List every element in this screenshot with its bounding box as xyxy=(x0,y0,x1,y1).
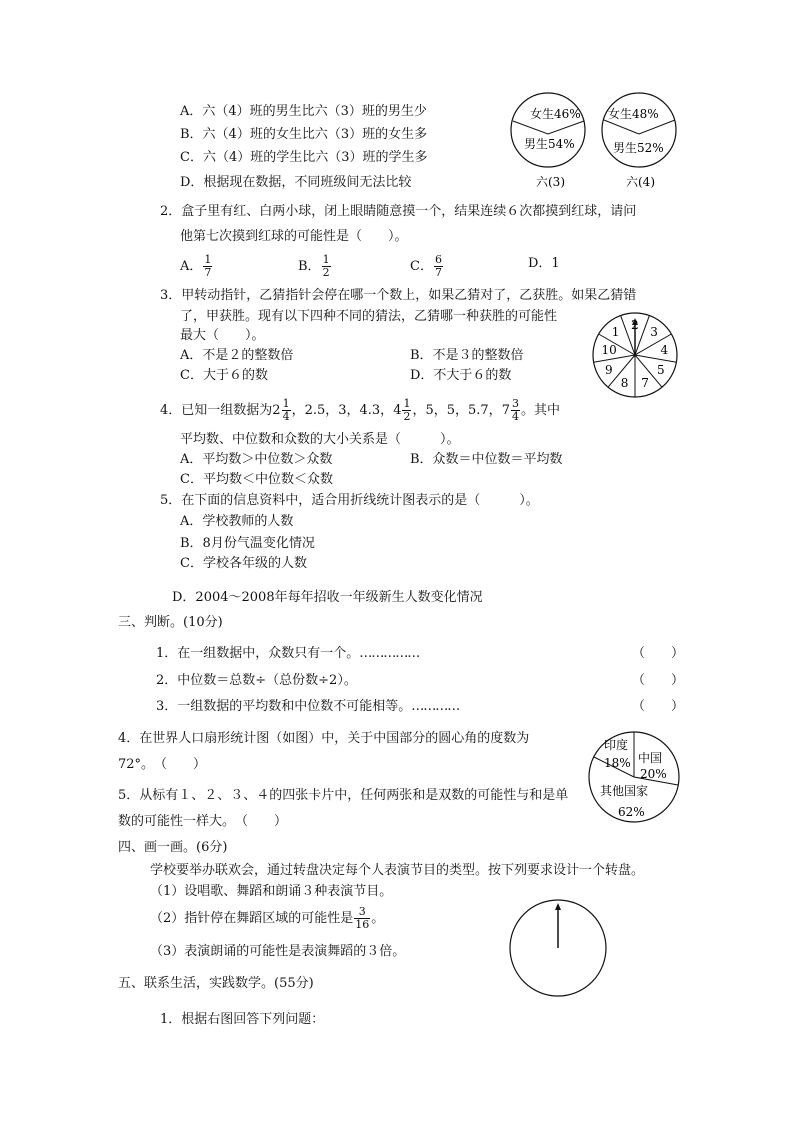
q5-option-b: B．8月份气温变化情况 xyxy=(180,536,315,551)
world-population-pie xyxy=(584,730,684,825)
spinner-number: 5 xyxy=(656,363,665,377)
pie-6-3-male: 男生54% xyxy=(524,137,575,151)
q3-option-a: A．不是２的整数倍 xyxy=(180,348,294,363)
q4-stem-line2: 平均数、中位数和众数的大小关系是（ ）。 xyxy=(180,432,460,447)
q4-option-a: A．平均数＞中位数＞众数 xyxy=(180,452,333,467)
spinner-number: 3 xyxy=(650,325,658,340)
q5-option-a: A．学校教师的人数 xyxy=(180,514,294,529)
pie-china-label: 中国 xyxy=(638,751,663,765)
pie-china-pct: 20% xyxy=(640,767,667,781)
pie-class-6-3 xyxy=(511,93,585,189)
blank-spinner[interactable] xyxy=(508,897,608,999)
q5-option-c: C．学校各年级的人数 xyxy=(180,556,307,571)
spinner-number: 9 xyxy=(605,363,613,377)
q3-option-c: C．大于６的数 xyxy=(180,368,268,383)
section4-req3: （3）表演朗诵的可能性是表演舞蹈的３倍。 xyxy=(150,944,406,959)
q4-option-b: B．众数＝中位数＝平均数 xyxy=(410,452,563,467)
section5-item1: 1．根据右图回答下列问题： xyxy=(160,1012,325,1027)
judge-item-5-line2: 数的可能性一样大。 （ ） xyxy=(118,814,288,829)
judge-item-5-line1: 5．从标有１、２、３、４的四张卡片中，任何两张和是双数的可能性与和是单 xyxy=(118,788,569,803)
q5-option-d: D．2004～2008年每年招收一年级新生人数变化情况 xyxy=(172,590,483,605)
section4-req2: （2）指针停在舞蹈区域的可能性是 $\frac{3}{16}$ 。 xyxy=(150,905,385,931)
q1-option-d: D．根据现在数据，不同班级间无法比较 xyxy=(180,175,412,190)
spinner-number: 1 xyxy=(611,325,620,340)
pie-6-4-label: 六(4) xyxy=(626,175,655,189)
judge-item-1: 1．在一组数据中，众数只有一个。…………… xyxy=(156,646,420,661)
pie-6-4-female: 女生48% xyxy=(608,107,659,121)
pie-india-pct: 18% xyxy=(604,756,631,770)
pie-6-3-label: 六(3) xyxy=(536,175,565,189)
spinner-sector-divider xyxy=(635,355,676,362)
q3-stem-line2: 了，甲获胜。现有以下四种不同的猜法，乙猜哪一种获胜的可能性 xyxy=(180,309,558,324)
q3-spinner xyxy=(590,310,680,400)
judge-item-2: 2．中位数＝总数÷（总份数÷2）。 xyxy=(156,673,357,688)
spinner-number: 4 xyxy=(660,342,669,357)
judge-item-4-line2: 72°。 （ ） xyxy=(118,757,207,772)
q5-stem: 5．在下面的信息资料中，适合用折线统计图表示的是（ ）。 xyxy=(160,493,539,508)
pie-class-6-4 xyxy=(602,93,676,189)
spinner-number: 8 xyxy=(620,376,629,391)
q2-option-d: D．1 xyxy=(528,256,560,271)
pie-other-label: 其他国家 xyxy=(600,784,649,798)
section5-title: 五、联系生活，实践数学。(55分) xyxy=(118,976,314,991)
q2-option-b: B． $\frac{1}{2}$ xyxy=(298,253,330,279)
q2-option-c: C． $\frac{6}{7}$ xyxy=(410,253,442,279)
q1-class-pies xyxy=(510,90,690,195)
judge-item-3-paren: （ ） xyxy=(632,699,685,714)
section4-title: 四、画一画。(6分) xyxy=(118,840,228,855)
judge-item-2-paren: （ ） xyxy=(632,673,685,688)
q3-stem-line1: 3．甲转动指针，乙猜指针会停在哪一个数上，如果乙猜对了，乙获胜。如果乙猜错 xyxy=(160,288,637,303)
q2-stem-line1: 2．盒子里有红、白两小球，闭上眼睛随意摸一个，结果连续６次都摸到红球，请问 xyxy=(160,204,637,219)
judge-item-4-line1: 4．在世界人口扇形统计图（如图）中，关于中国部分的圆心角的度数为 xyxy=(118,731,530,746)
judge-item-1-paren: （ ） xyxy=(632,646,685,661)
spinner-number: 7 xyxy=(641,376,649,391)
section4-intro: 学校要举办联欢会，通过转盘决定每个人表演节目的类型。按下列要求设计一个转盘。 xyxy=(150,863,645,878)
q3-option-b: B．不是３的整数倍 xyxy=(410,348,524,363)
q1-option-b: B．六（4）班的女生比六（3）班的女生多 xyxy=(180,127,428,142)
pie-india-label: 印度 xyxy=(604,738,629,752)
q2-stem-line2: 他第七次摸到红球的可能性是（ ）。 xyxy=(180,229,408,244)
q1-option-c: C．六（4）班的学生比六（3）班的学生多 xyxy=(180,150,428,165)
q4-stem-line1: 4．已知一组数据为2 $\frac{1}{4}$ ，2.5，3，4.3，4 $\frac{1}{2}$ ，5，5，5.7，7 $\frac{3}{4}$ 。其中 xyxy=(160,397,560,423)
section3-title: 三、判断。(10分) xyxy=(118,615,223,630)
spinner-number: 10 xyxy=(601,342,617,357)
q1-option-a: A．六（4）班的男生比六（3）班的男生少 xyxy=(180,104,427,119)
q3-stem-line3: 最大（ ）。 xyxy=(180,328,265,343)
pie-6-3-female: 女生46% xyxy=(530,107,581,121)
q4-option-c: C．平均数＜中位数＜众数 xyxy=(180,472,333,487)
pie-other-pct: 62% xyxy=(618,805,645,819)
q3-option-d: D．不大于６的数 xyxy=(410,368,512,383)
judge-item-3: 3．一组数据的平均数和中位数不可能相等。………… xyxy=(156,699,460,714)
q2-option-a: A． $\frac{1}{7}$ xyxy=(180,253,212,279)
pie-6-4-male: 男生52% xyxy=(613,141,664,155)
section4-req1: （1）设唱歌、舞蹈和朗诵３种表演节目。 xyxy=(150,884,393,899)
